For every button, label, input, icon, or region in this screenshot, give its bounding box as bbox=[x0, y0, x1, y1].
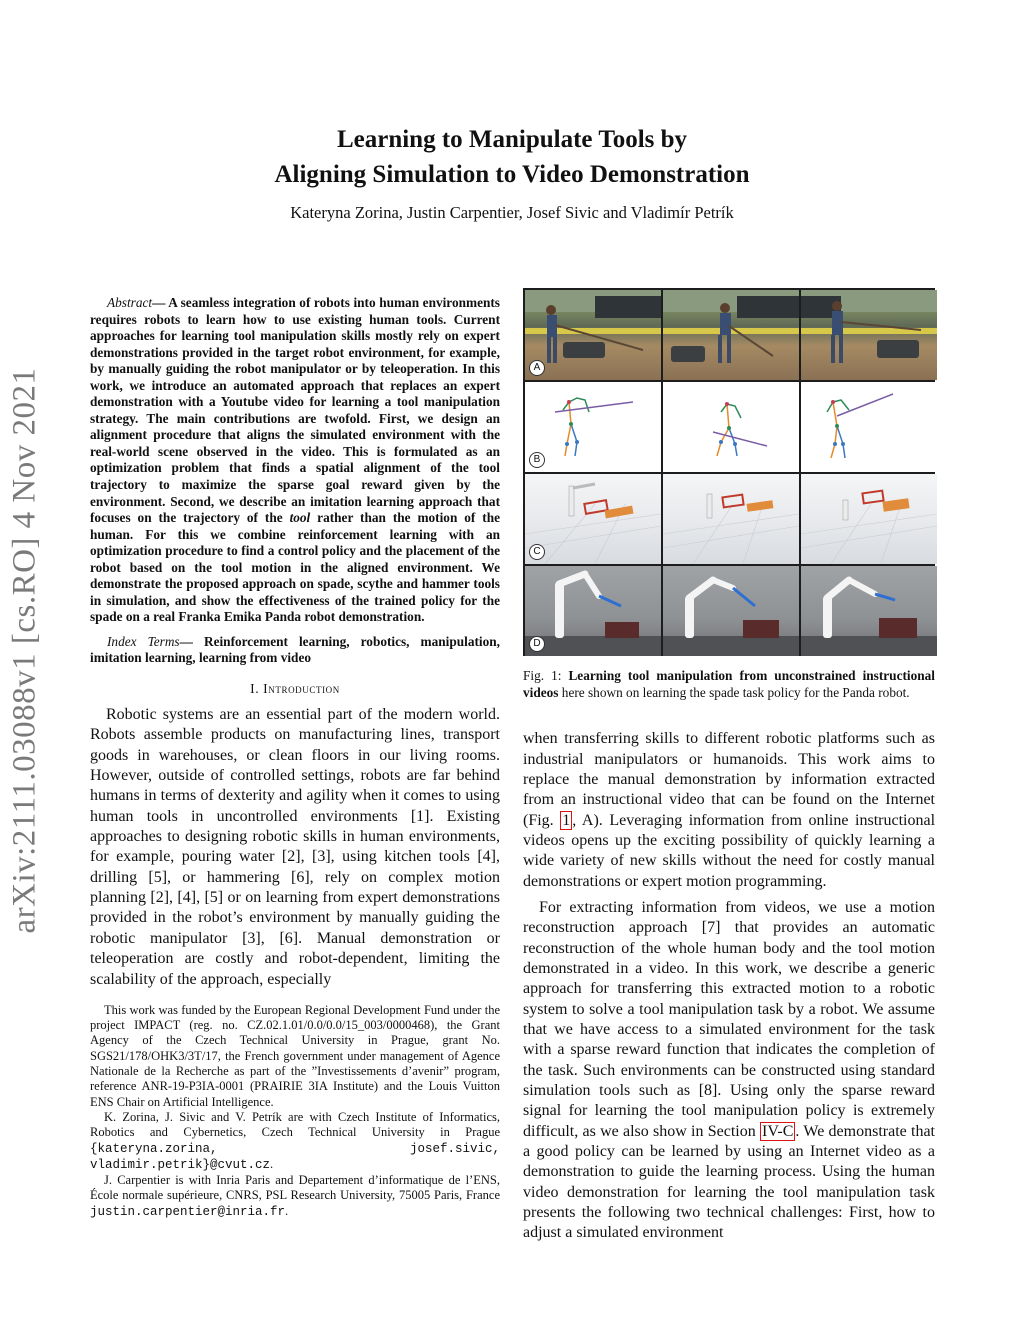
section-title: Introduction bbox=[263, 681, 340, 697]
abstract bbox=[90, 295, 500, 626]
index-terms-text: — Reinforcement learning, robotics, manipulation, imitation learning, learning from video bbox=[90, 633, 500, 666]
paper-title bbox=[120, 122, 904, 192]
right-p1-text-a: when transferring skills to different robotic platforms such as industrial manipulators or humanoids. This work aims to replace the manual demonstration by information extracted from an instructional video that can be found on the Internet (Fig. bbox=[523, 730, 935, 829]
figure-ref-link[interactable]: 1 bbox=[562, 811, 571, 829]
affiliation-1-email[interactable]: {kateryna.zorina, josef.sivic, vladimir.petrik}@cvut.cz bbox=[90, 1141, 500, 1172]
left-column bbox=[90, 295, 500, 1220]
right-p2-text-b: . We demonstrate that a good policy can be learned by using an Internet video as a demonstration to guide the learning process. Using the human video demonstration for learning the tool manipulation task presents the following two technical challenges: First, how to adjust a simulated environment bbox=[523, 1122, 935, 1242]
caption-rest: here shown on learning the spade task policy for the Panda robot. bbox=[558, 684, 910, 700]
robot-frame bbox=[525, 566, 661, 656]
simulation-frame bbox=[663, 474, 799, 564]
section-ref-link[interactable]: IV-C bbox=[762, 1122, 794, 1140]
simulation-frame bbox=[525, 474, 661, 564]
simulation-image bbox=[801, 474, 937, 564]
affiliation-1-text: K. Zorina, J. Sivic and V. Petrík are with Czech Institute of Informatics, Robotics and Cybernetics, Czech Technical University in Prague bbox=[90, 1109, 500, 1140]
video-frame-image bbox=[663, 290, 799, 380]
video-frame-image bbox=[525, 290, 661, 380]
arxiv-identifier bbox=[2, 350, 48, 950]
skeleton-image bbox=[525, 382, 661, 472]
abstract-text: — A seamless integration of robots into human environments requires robots to learn how to use existing human tools. Current approaches for learning tool manipulation skills mostly rely on expert demonstrations provided in the target robot environment, for example, by manually guiding the robot manipulator or by teleoperation. In this work, we introduce an automated approach that replaces an expert demonstration with a Youtube video for learning a tool manipulation strategy. The main contributions are twofold. First, we design an alignment procedure that aligns the simulated environment with the real-world scene observed in the video. This is formulated as an optimization problem that finds a spatial alignment of the tool trajectory to maximize the sparse goal reward given by the environment. Second, we describe an imitation learning approach that focuses on the trajectory of the bbox=[90, 295, 500, 526]
row-label-d: D bbox=[529, 636, 545, 652]
right-paragraph-1 bbox=[523, 729, 935, 892]
affiliation-2-text: J. Carpentier is with Inria Paris and Departement d’informatique de l’ENS, École normale supérieure, CNRS, PSL Research University, 75005 Paris, France bbox=[90, 1173, 500, 1203]
caption-prefix: Fig. 1: bbox=[523, 668, 569, 683]
video-frame bbox=[801, 290, 937, 380]
title-line-1: Learning to Manipulate Tools by bbox=[336, 126, 688, 153]
pose-estimate bbox=[663, 382, 799, 472]
funding-footnote: This work was funded by the European Regional Development Fund under the project IMPACT (reg. no. CZ.02.1.01/0.0/0.0/15_003/0000468), the Grant Agency of the Czech Technical University in Prague, grant No. SGS21/178/OHK3/3T/17, the French government under management of Agence Nationale de la Recherche as part of the ”Investissements d’avenir” program, reference ANR-19-P3IA-0001 (PRAIRIE 3IA Institute) and the Louis Vuitton ENS Chair on Artificial Intelligence. bbox=[90, 1002, 500, 1109]
right-body-text bbox=[523, 729, 935, 1244]
affiliation-2-end: . bbox=[285, 1203, 289, 1218]
section-number: I. bbox=[250, 681, 260, 697]
right-p1-text-b: , A). Leveraging information from online instructional videos opens up the exciting possibility of quickly learning a wide variety of new skills without the need for costly manual demonstrations or expert motion programming. bbox=[523, 811, 936, 890]
author-list: Kateryna Zorina, Justin Carpentier, Josef Sivic and Vladimír Petrík bbox=[290, 203, 734, 222]
abstract-emphasis: tool bbox=[289, 510, 311, 526]
affiliation-1-end: . bbox=[270, 1156, 274, 1171]
pose-estimate bbox=[525, 382, 661, 472]
intro-paragraph: Robotic systems are an essential part of the modern world. Robots assemble products on manufacturing lines, transport goods in warehouses, or clean floors in our living rooms. However, outside of controlled settings, robots are far behind humans in terms of dexterity and agility when it comes to using human tools in uncontrolled environments [1]. Existing approaches to designing robotic skills in human environments, for example, pouring water [2], [3], using kitchen tools [4], drilling [5], or hammering [6], rely on complex motion planning [2], [4], [5] or on learning from expert demonstrations provided in the robot’s environment by manually guiding the robotic manipulator [3], [6]. Manual demonstration or teleoperation are costly and robot-dependent, limiting the scalability of the approach, especially bbox=[90, 706, 500, 988]
affiliation-footnote-1 bbox=[90, 1110, 500, 1173]
video-frame-image bbox=[801, 290, 937, 380]
abstract-lead: Abstract bbox=[107, 295, 153, 310]
pose-estimate bbox=[801, 382, 937, 472]
affiliation-footnote-2 bbox=[90, 1173, 500, 1220]
simulation-image bbox=[525, 474, 661, 564]
footnotes bbox=[90, 1003, 500, 1220]
skeleton-image bbox=[663, 382, 799, 472]
figure-1-grid bbox=[523, 288, 935, 656]
row-label-c: C bbox=[529, 544, 545, 560]
video-frame bbox=[525, 290, 661, 380]
section-heading bbox=[90, 681, 500, 697]
figure-caption bbox=[523, 668, 935, 701]
simulation-frame bbox=[801, 474, 937, 564]
right-p2-text-a: For extracting information from videos, we use a motion reconstruction approach [7] that provides an automatic reconstruction of the whole human body and the tool motion demonstrated in a video. In this work, we describe a generic approach for transferring this extracted motion to a robotic system to solve a tool manipulation task by a robot. We assume that we have access to a simulated environment for the task with a sparse reward function that indicates the completion of the task. Such environments can be constructed using standard simulation tools such as [8]. Using only the sparse reward signal for learning the tool manipulation policy is extremely difficult, as we also show in Section bbox=[523, 898, 935, 1140]
skeleton-image bbox=[801, 382, 937, 472]
video-frame bbox=[663, 290, 799, 380]
robot-frame bbox=[801, 566, 937, 656]
affiliation-2-email[interactable]: justin.carpentier@inria.fr bbox=[90, 1204, 286, 1219]
title-line-2: Aligning Simulation to Video Demonstration bbox=[274, 161, 750, 188]
row-label-a: A bbox=[529, 360, 545, 376]
right-paragraph-2 bbox=[523, 898, 935, 1244]
index-terms-lead: Index Terms bbox=[107, 633, 180, 649]
abstract-text-after: rather than the motion of the human. For this we combine reinforcement learning with an optimization procedure to find a control policy and the placement of the robot based on the tool motion in the aligned environment. We demonstrate the proposed approach on spade, scythe and hammer tools in simulation, and show the effectiveness of the trained policy for the spade on a real Franka Emika Panda robot demonstration. bbox=[90, 510, 500, 625]
row-label-b: B bbox=[529, 452, 545, 468]
robot-image bbox=[525, 566, 661, 656]
arxiv-id-text: arXiv:2111.03088v1 [cs.RO] 4 Nov 2021 bbox=[6, 367, 43, 933]
caption-bold: Learning tool manipulation from unconstrained instructional videos bbox=[523, 668, 935, 700]
robot-image bbox=[663, 566, 799, 656]
robot-image bbox=[801, 566, 937, 656]
simulation-image bbox=[663, 474, 799, 564]
index-terms bbox=[90, 634, 500, 667]
right-column bbox=[523, 288, 935, 1244]
robot-frame bbox=[663, 566, 799, 656]
